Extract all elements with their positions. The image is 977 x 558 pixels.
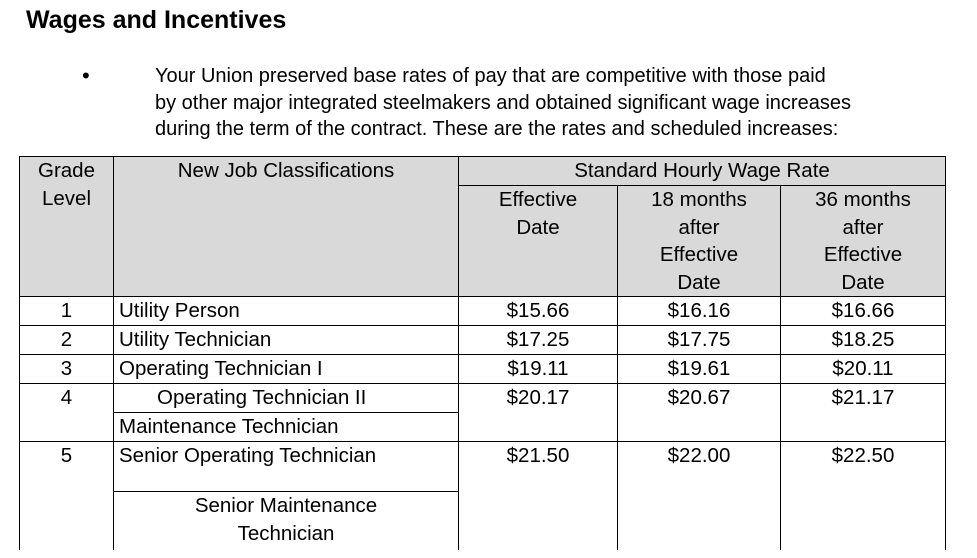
intro-line-3: during the term of the contract. These are the rates and scheduled increases: — [155, 118, 839, 140]
header-classification-text: New Job Classifications — [177, 159, 395, 182]
classification-cell: Utility Technician — [114, 326, 459, 355]
grade-cell: 5 — [20, 442, 114, 550]
header-36-months — [781, 186, 946, 297]
table-row — [20, 355, 946, 384]
header-36m-line-1: 36 months — [815, 188, 911, 211]
18m-rate-cell: $19.61 — [618, 355, 781, 384]
effective-rate-cell: $15.66 — [459, 297, 618, 326]
header-36m-line-2: after — [842, 215, 884, 239]
36m-rate-cell: $20.11 — [781, 355, 946, 384]
header-classification — [114, 157, 459, 297]
grade-cell: 2 — [20, 326, 114, 355]
36m-rate-cell: $21.17 — [781, 384, 946, 442]
classification-cell: Senior Operating Technician — [114, 442, 459, 492]
18m-rate-cell: $16.16 — [618, 297, 781, 326]
table-row — [20, 442, 946, 492]
header-36m-line-4: Date — [841, 270, 885, 294]
effective-rate-cell: $19.11 — [459, 355, 618, 384]
18m-rate-cell: $22.00 — [618, 442, 781, 550]
header-36m-line-3: Effective — [823, 243, 903, 266]
18m-rate-cell: $17.75 — [618, 326, 781, 355]
intro-line-2: by other major integrated steelmakers and obtained significant wage increases — [155, 91, 851, 114]
header-18m-line-2: after — [678, 215, 720, 239]
header-grade-line-1: Grade — [38, 159, 95, 182]
classification-cell: Maintenance Technician — [114, 413, 459, 442]
36m-rate-cell: $22.50 — [781, 442, 946, 550]
header-18m-line-3: Effective — [659, 243, 739, 266]
intro-paragraph — [155, 63, 977, 143]
header-18-months — [618, 186, 781, 297]
page-heading: Wages and Incentives — [26, 6, 287, 34]
header-18m-line-4: Date — [677, 270, 721, 294]
classification-line-1: Senior Maintenance — [194, 494, 378, 517]
18m-rate-cell: $20.67 — [618, 384, 781, 442]
classification-text: Operating Technician II — [157, 386, 367, 409]
header-effective-date — [459, 186, 618, 297]
classification-cell: Operating Technician I — [114, 355, 459, 384]
grade-cell: 4 — [20, 384, 114, 442]
header-grade-level — [20, 157, 114, 297]
classification-line-2: Technician — [237, 521, 335, 545]
header-effective-line-2: Date — [516, 215, 560, 239]
table-row — [20, 384, 946, 413]
bullet-marker: • — [82, 63, 90, 88]
header-wage-group-text: Standard Hourly Wage Rate — [574, 159, 830, 182]
intro-line-1: Your Union preserved base rates of pay that are competitive with those paid — [155, 65, 826, 87]
grade-cell: 3 — [20, 355, 114, 384]
36m-rate-cell: $16.66 — [781, 297, 946, 326]
effective-rate-cell: $21.50 — [459, 442, 618, 550]
effective-rate-cell: $20.17 — [459, 384, 618, 442]
header-effective-line-1: Effective — [498, 188, 578, 211]
header-18m-line-1: 18 months — [651, 188, 747, 211]
table-row — [20, 297, 946, 326]
classification-cell — [114, 492, 459, 550]
classification-cell — [114, 384, 459, 413]
effective-rate-cell: $17.25 — [459, 326, 618, 355]
header-grade-line-2: Level — [41, 186, 91, 210]
36m-rate-cell: $18.25 — [781, 326, 946, 355]
table-row — [20, 326, 946, 355]
header-wage-group — [459, 157, 946, 186]
classification-cell: Utility Person — [114, 297, 459, 326]
wage-rate-table — [19, 156, 946, 550]
grade-cell: 1 — [20, 297, 114, 326]
